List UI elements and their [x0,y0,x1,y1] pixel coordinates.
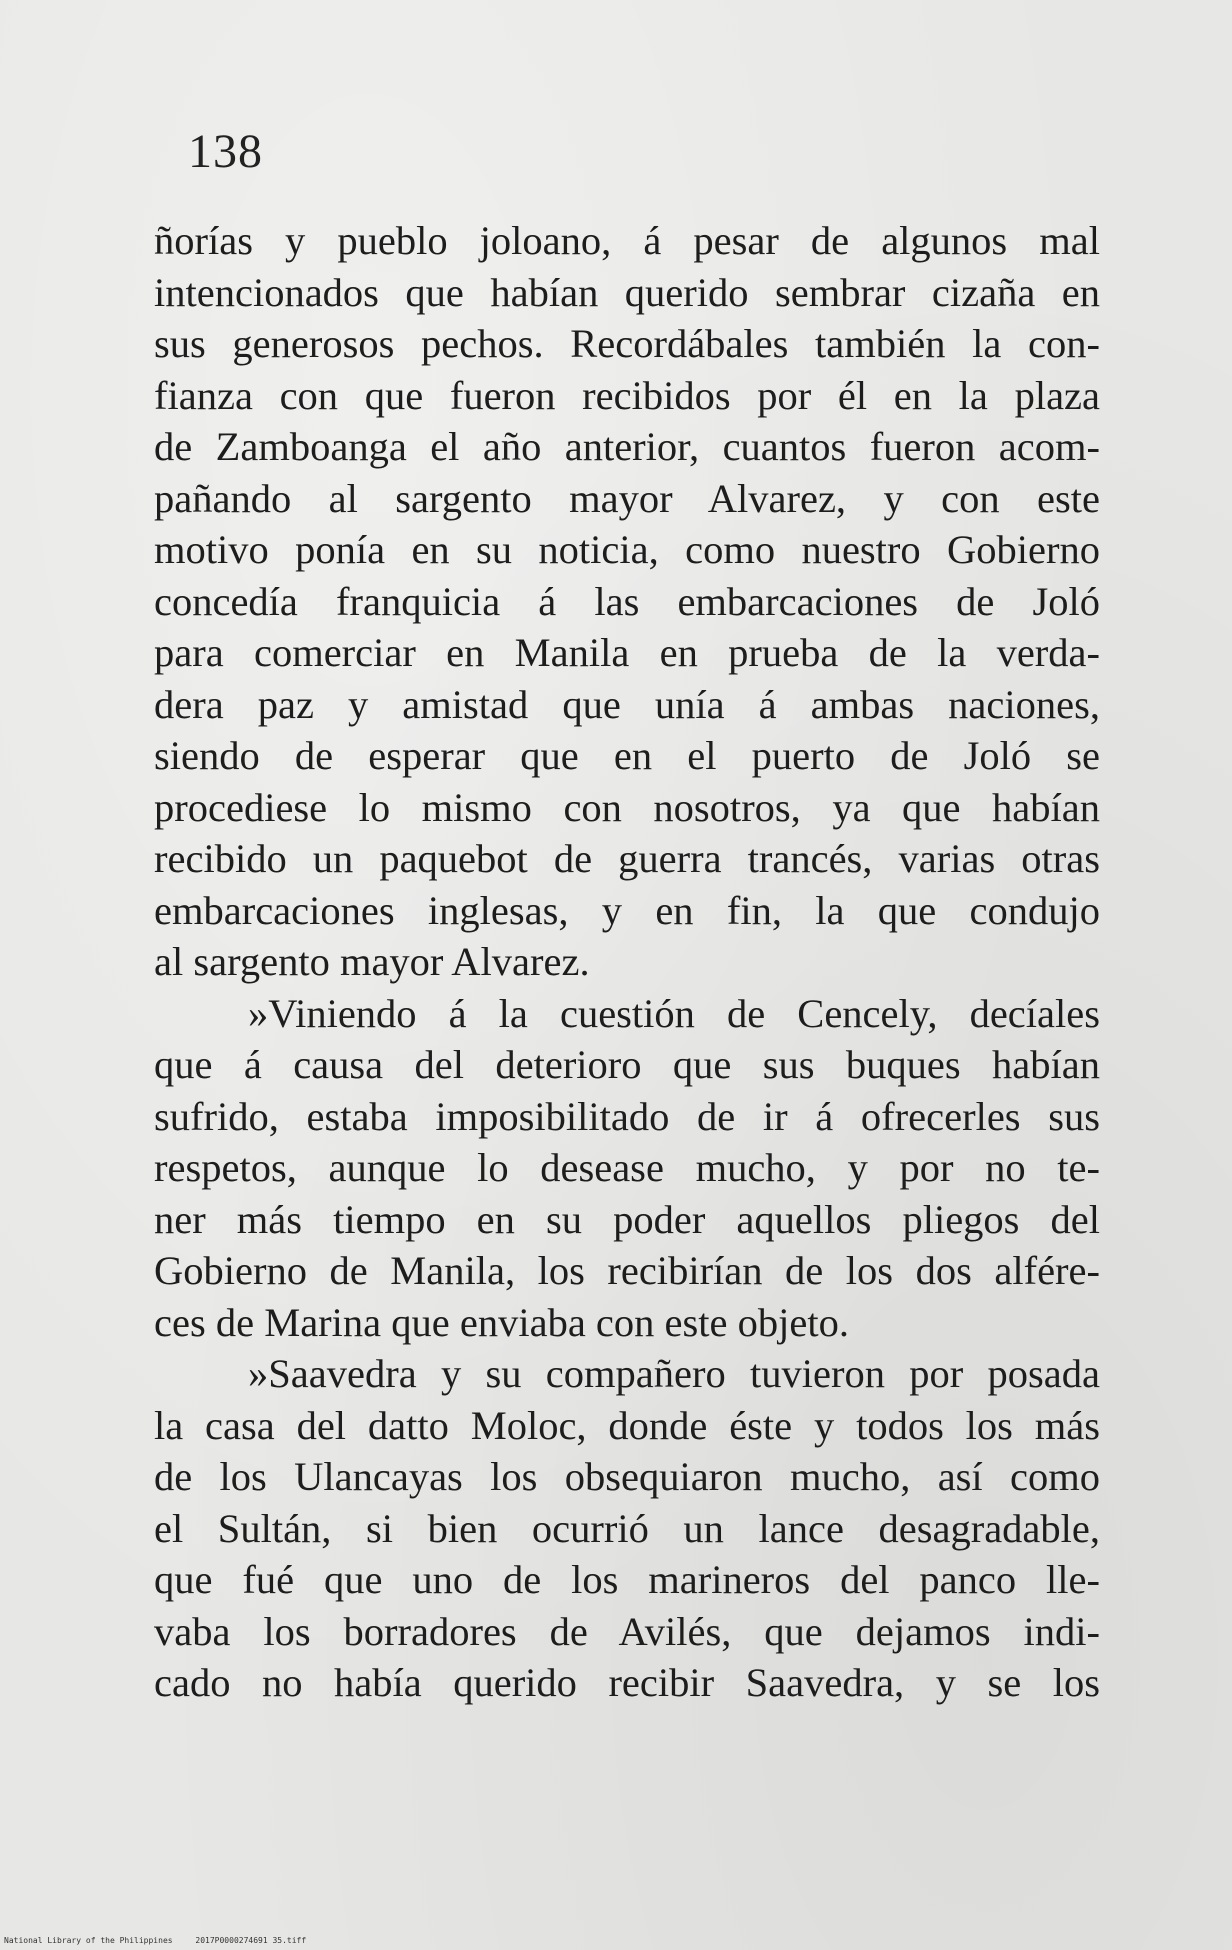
text-line: sus generosos pechos. Recordábales también la con- [154,321,1100,366]
text-line: fianza con que fueron recibidos por él en la plaza [154,372,1100,418]
text-line: procediese lo mismo con nosotros, ya que habían [154,784,1100,830]
text-line: cado no había querido recibir Saavedra, y se los [154,1660,1100,1705]
text-line: intencionados que habían querido sembrar cizaña en [154,269,1100,315]
text-line: pañando al sargento mayor Alvarez, y con este [154,475,1100,521]
text-line: para comerciar en Manila en prueba de la verda- [154,630,1100,675]
text-line: ces de Marina que enviaba con este objeto. [154,1299,849,1345]
text-line: dera paz y amistad que unía á ambas naciones, [154,681,1100,727]
text-line: sufrido, estaba imposibilitado de ir á ofrecerles sus [154,1093,1100,1139]
body-text [154,215,1100,1709]
footer-file: 2017P0000274691 35.tiff [195,1936,307,1945]
text-line: embarcaciones inglesas, y en fin, la que condujo [154,887,1100,933]
text-line: respetos, aunque lo desease mucho, y por no te- [154,1145,1100,1190]
footer-library: National Library of the Philippines [4,1936,173,1945]
text-line: motivo ponía en su noticia, como nuestro Gobierno [154,527,1100,572]
text-line: concedía franquicia á las embarcaciones de Joló [154,578,1100,624]
page-number: 138 [188,125,263,178]
text-line: de los Ulancayas los obsequiaron mucho, así como [154,1454,1100,1499]
text-line: la casa del datto Moloc, donde éste y todos los más [154,1402,1100,1448]
text-line: el Sultán, si bien ocurrió un lance desagradable, [154,1505,1100,1551]
text-line: siendo de esperar que en el puerto de Joló se [154,733,1100,778]
text-line: ñorías y pueblo joloano, á pesar de algunos mal [154,218,1100,263]
text-line: ner más tiempo en su poder aquellos pliegos del [154,1196,1100,1242]
text-line: »Saavedra y su compañero tuvieron por posada [248,1351,1100,1396]
text-line: que á causa del deterioro que sus buques habían [154,1042,1100,1087]
text-line: al sargento mayor Alvarez. [154,939,590,984]
paragraph-2 [154,988,1100,1349]
text-line: de Zamboanga el año anterior, cuantos fueron acom- [154,424,1100,469]
paragraph-3 [154,1348,1100,1709]
text-line: que fué que uno de los marineros del panco lle- [154,1557,1100,1602]
text-line: »Viniendo á la cuestión de Cencely, decíales [248,990,1100,1036]
text-line: Gobierno de Manila, los recibirían de los dos alfére- [154,1248,1100,1293]
scan-footer [4,1936,324,1945]
text-line: vaba los borradores de Avilés, que dejamos indi- [154,1608,1100,1654]
text-line: recibido un paquebot de guerra trancés, varias otras [154,836,1100,881]
paragraph-1 [154,215,1100,988]
